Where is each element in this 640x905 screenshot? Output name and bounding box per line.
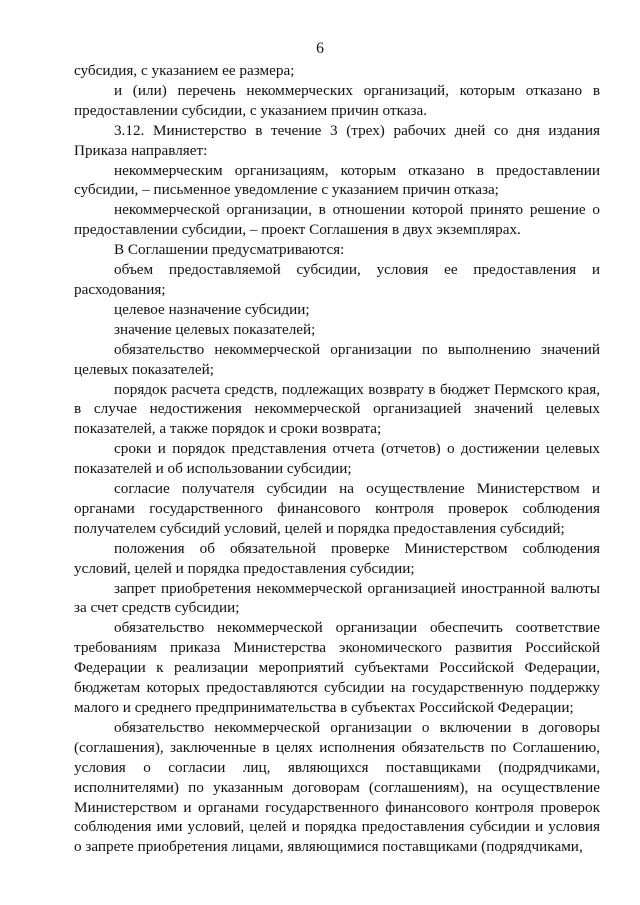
- paragraph-5: некоммерческой организации, в отношении которой принято решение о предоставлении субсидии, – проект Соглашения в двух экземплярах.: [74, 201, 600, 239]
- paragraph-17: обязательство некоммерческой организации о включении в договоры (соглашения), заключенные в целях исполнения обязательств по Соглашению, условия о согласии лиц, являющихся поставщиками (подрядчиками, исполнителями) по указанным договорам (соглашениям), на осуществление Министерством и органами государственного финансового контроля проверок соблюдения ими условий, целей и порядка предоставления субсидии и условия о запрете приобретения лицами, являющимися поставщиками (подрядчиками,: [74, 718, 600, 856]
- paragraph-12: сроки и порядок представления отчета (отчетов) о достижении целевых показателей и об использовании субсидии;: [74, 440, 600, 478]
- paragraph-1: субсидия, с указанием ее размера;: [74, 62, 295, 79]
- paragraph-15: запрет приобретения некоммерческой организацией иностранной валюты за счет средств субсидии;: [74, 579, 600, 617]
- paragraph-6: В Соглашении предусматриваются:: [114, 241, 345, 259]
- page-number: 6: [316, 40, 324, 57]
- paragraph-14: положения об обязательной проверке Министерством соблюдения условий, целей и порядка предоставления субсидии;: [74, 539, 600, 577]
- paragraph-10: обязательство некоммерческой организации по выполнению значений целевых показателей;: [74, 340, 600, 378]
- paragraph-3: 3.12. Министерство в течение 3 (трех) рабочих дней со дня издания Приказа направляет:: [74, 121, 600, 159]
- paragraph-4: некоммерческим организациям, которым отказано в предоставлении субсидии, – письменное уведомление с указанием причин отказа;: [74, 161, 600, 199]
- paragraph-8: целевое назначение субсидии;: [114, 300, 310, 318]
- paragraph-2: и (или) перечень некоммерческих организаций, которым отказано в предоставлении субсидии, с указанием причин отказа.: [74, 81, 600, 119]
- paragraph-11: порядок расчета средств, подлежащих возврату в бюджет Пермского края, в случае недостижения некоммерческой организацией значений целевых показателей, а также порядок и сроки возврата;: [74, 380, 600, 438]
- document-body: [74, 61, 600, 857]
- paragraph-16: обязательство некоммерческой организации обеспечить соответствие требованиям приказа Министерства экономического развития Российской Федерации к реализации мероприятий субъектами Российской Федерации, бюджетам которых предоставляются субсидии на государственную поддержку малого и среднего предпринимательства в субъектах Российской Федерации;: [74, 619, 600, 716]
- paragraph-13: согласие получателя субсидии на осуществление Министерством и органами государственного финансового контроля проверок соблюдения получателем субсидий условий, целей и порядка предоставления субсидий;: [74, 480, 600, 537]
- paragraph-7: объем предоставляемой субсидии, условия ее предоставления и расходования;: [74, 261, 600, 298]
- paragraph-9: значение целевых показателей;: [114, 320, 316, 338]
